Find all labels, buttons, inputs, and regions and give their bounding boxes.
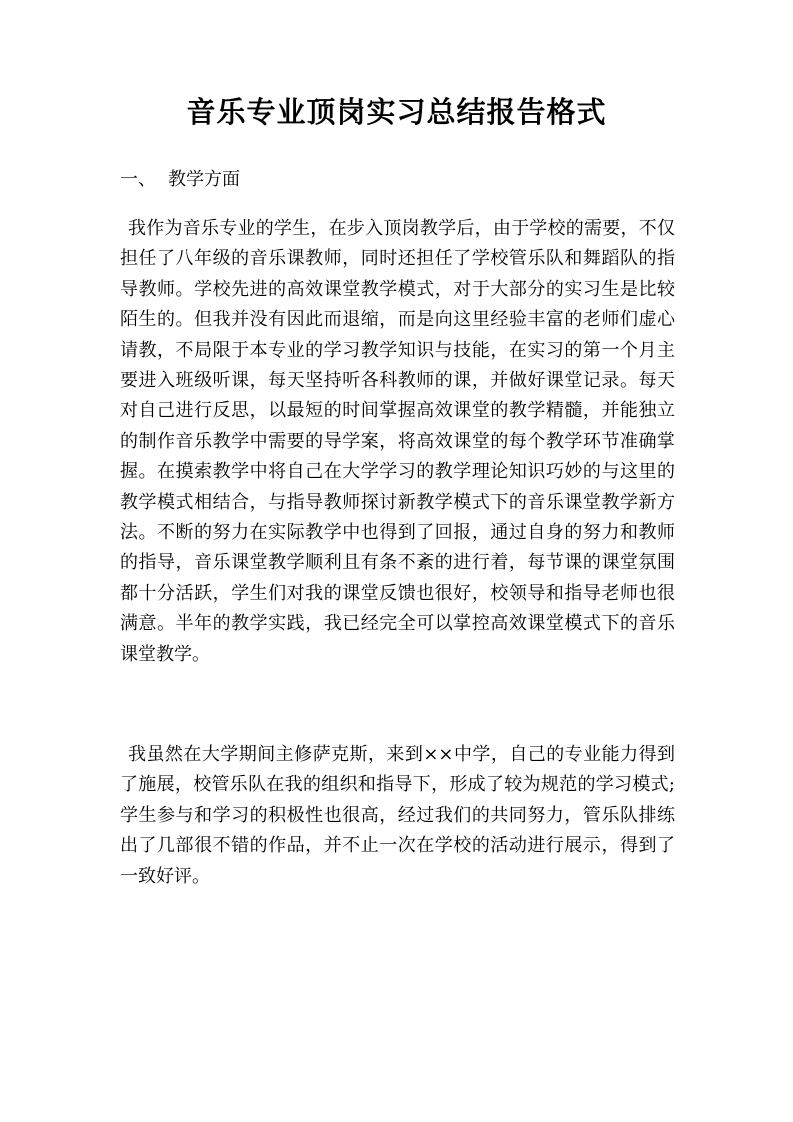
section-number: 一、 (120, 169, 156, 190)
section-heading (120, 166, 240, 194)
section-heading-text: 教学方面 (168, 169, 240, 190)
document-title: 音乐专业顶岗实习总结报告格式 (186, 95, 607, 129)
paragraph-band: 我虽然在大学期间主修萨克斯，来到××中学，自己的专业能力得到了施展，校管乐队在我的组织和指导下，形成了较为规范的学习模式;学生参与和学习的积极性也很高，经过我们的共同努力，管乐队排练出了几部很不错的作品，并不止一次在学校的活动进行展示，得到了一致好评。 (120, 744, 675, 887)
paragraph-teaching: 我作为音乐专业的学生，在步入顶岗教学后，由于学校的需要，不仅担任了八年级的音乐课教师，同时还担任了学校管乐队和舞蹈队的指导教师。学校先进的高效课堂教学模式，对于大部分的实习生是比较陌生的。但我并没有因此而退缩，而是向这里经验丰富的老师们虚心请教，不局限于本专业的学习教学知识与技能，在实习的第一个月主要进入班级听课，每天坚持听各科教师的课，并做好课堂记录。每天对自己进行反思，以最短的时间掌握高效课堂的教学精髓，并能独立的制作音乐教学中需要的导学案，将高效课堂的每个教学环节准确掌握。在摸索教学中将自己在大学学习的教学理论知识巧妙的与这里的教学模式相结合，与指导教师探讨新教学模式下的音乐课堂教学新方法。不断的努力在实际教学中也得到了回报，通过自身的努力和教师的指导，音乐课堂教学顺利且有条不紊的进行着，每节课的课堂氛围都十分活跃，学生们对我的课堂反馈也很好，校领导和指导老师也很满意。半年的教学实践，我已经完全可以掌控高效课堂模式下的音乐课堂教学。 (120, 218, 675, 665)
